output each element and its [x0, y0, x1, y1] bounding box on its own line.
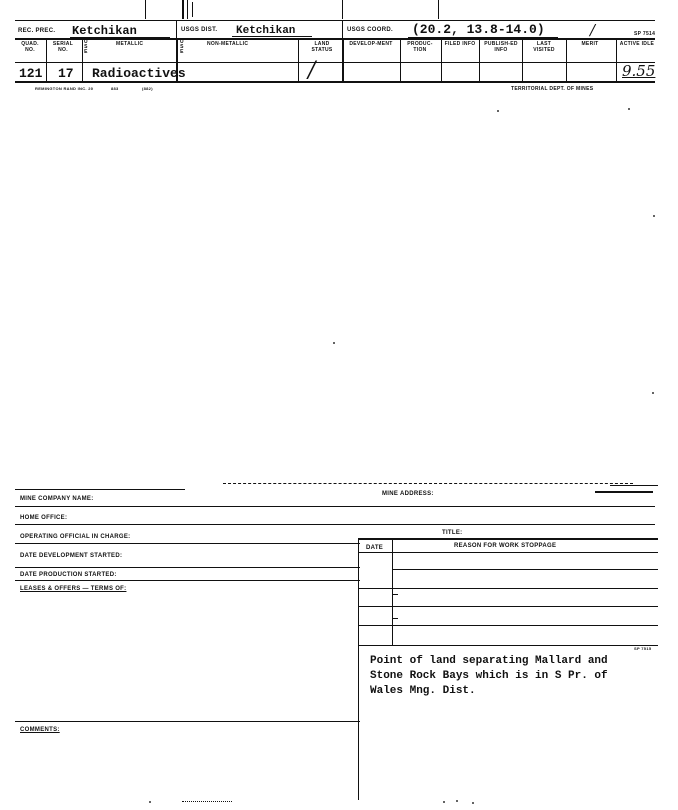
- scan-speck: [653, 215, 655, 217]
- stub-line: [438, 0, 439, 19]
- date-production-started-label: DATE PRODUCTION STARTED:: [20, 572, 117, 578]
- leases-offers-label: LEASES & OFFERS — TERMS OF:: [20, 586, 127, 592]
- rule: [358, 538, 359, 800]
- col-production: PRODUC-TION: [407, 41, 433, 53]
- comments-label: COMMENTS:: [20, 727, 60, 733]
- location-note-line-2: Stone Rock Bays which is in S Pr. of: [370, 670, 608, 682]
- rule: [223, 483, 633, 484]
- rule: [15, 543, 360, 544]
- rule: [479, 38, 480, 81]
- rule: [15, 62, 655, 63]
- usgs-dist-label: USGS DIST.: [181, 27, 218, 33]
- scan-speck: [456, 800, 458, 802]
- col-use-metallic: U S E: [84, 39, 88, 55]
- col-non-metallic: NON-METALLIC: [207, 41, 249, 47]
- usgs-dist-value: Ketchikan: [236, 25, 296, 37]
- rule: [616, 38, 617, 81]
- rule: [15, 721, 360, 722]
- col-quad-no: QUAD. NO.: [21, 41, 39, 53]
- rule: [176, 20, 177, 38]
- col-active-idle: ACTIVE IDLE: [619, 41, 655, 47]
- date-header: DATE: [366, 545, 384, 551]
- stub-line: [182, 0, 184, 19]
- col-development: DEVELOP-MENT: [349, 41, 393, 47]
- rule: [392, 569, 658, 570]
- stub-line: [187, 0, 188, 19]
- rule: [298, 38, 299, 81]
- rule: [358, 588, 658, 589]
- form-number-top: SP 7514: [634, 31, 656, 37]
- printer-imprint: REMINGTON RAND INC. 20: [35, 86, 94, 91]
- printer-code: 883: [111, 86, 119, 91]
- rule: [15, 524, 655, 525]
- location-note-line-1: Point of land separating Mallard and: [370, 655, 608, 667]
- rule: [182, 801, 232, 802]
- home-office-label: HOME OFFICE:: [20, 515, 68, 521]
- col-land-status: LAND STATUS: [311, 41, 333, 53]
- col-serial-no: SERIAL NO.: [52, 41, 74, 53]
- scan-speck: [628, 108, 630, 110]
- rule: [82, 38, 83, 81]
- rule: [46, 38, 47, 81]
- metallic-value: Radioactives: [92, 66, 186, 81]
- land-status-mark: /: [308, 58, 316, 83]
- department-name: TERRITORIAL DEPT. OF MINES: [511, 86, 594, 92]
- rule: [342, 38, 344, 81]
- rule: [441, 38, 442, 81]
- rule: [358, 625, 658, 626]
- rule: [522, 38, 523, 81]
- stub-line: [145, 0, 146, 19]
- usgs-coord-label: USGS COORD.: [347, 27, 393, 33]
- rule: [15, 81, 655, 83]
- rule: [595, 491, 653, 493]
- rule: [15, 506, 655, 507]
- usgs-coord-value: (20.2, 13.8-14.0): [412, 22, 545, 37]
- rule: [610, 485, 658, 486]
- rule: [15, 580, 360, 581]
- rec-prec-value: Ketchikan: [72, 24, 137, 38]
- rule: [392, 538, 393, 646]
- reason-header: REASON FOR WORK STOPPAGE: [454, 543, 557, 549]
- rule: [358, 552, 658, 553]
- col-metallic: METALLIC: [116, 41, 144, 47]
- stub-line: [192, 2, 193, 17]
- mine-address-label: MINE ADDRESS:: [382, 491, 434, 497]
- rule: [358, 606, 658, 607]
- rule: [15, 567, 360, 568]
- col-last-visited: LAST VISITED: [533, 41, 555, 53]
- serial-no-value: 17: [58, 66, 74, 81]
- rule: [15, 489, 185, 490]
- scan-speck: [472, 802, 474, 804]
- scan-speck: [652, 392, 654, 394]
- scan-speck: [333, 342, 335, 344]
- location-note-line-3: Wales Mng. Dist.: [370, 685, 476, 697]
- scan-speck: [443, 801, 445, 803]
- active-idle-value: 9.55: [622, 62, 656, 80]
- col-use-nonmetallic: U S E: [180, 39, 184, 55]
- col-filed-info: FILED INFO: [444, 41, 476, 47]
- rule: [400, 38, 401, 81]
- form-number-bottom: SP 7515: [634, 646, 652, 651]
- printer-code-2: (882): [142, 86, 153, 91]
- check-mark: /: [590, 21, 596, 39]
- quad-no-value: 121: [19, 66, 43, 81]
- operating-official-label: OPERATING OFFICIAL IN CHARGE:: [20, 534, 131, 540]
- stub-line: [342, 0, 343, 19]
- rule: [232, 36, 312, 37]
- col-published-info: PUBLISH-ED INFO: [484, 41, 518, 53]
- rule: [358, 645, 658, 646]
- rule: [566, 38, 567, 81]
- rule: [392, 618, 398, 619]
- col-merit: MERIT: [581, 41, 599, 47]
- title-label: TITLE:: [442, 530, 463, 536]
- scan-speck: [497, 110, 499, 112]
- date-development-started-label: DATE DEVELOPMENT STARTED:: [20, 553, 123, 559]
- rule: [15, 20, 655, 21]
- rule: [342, 20, 343, 38]
- rule: [358, 538, 658, 540]
- scan-speck: [149, 801, 151, 803]
- rule: [15, 38, 655, 40]
- rule: [392, 594, 398, 595]
- rec-prec-label: REC. PREC.: [18, 28, 56, 34]
- mine-company-name-label: MINE COMPANY NAME:: [20, 496, 94, 502]
